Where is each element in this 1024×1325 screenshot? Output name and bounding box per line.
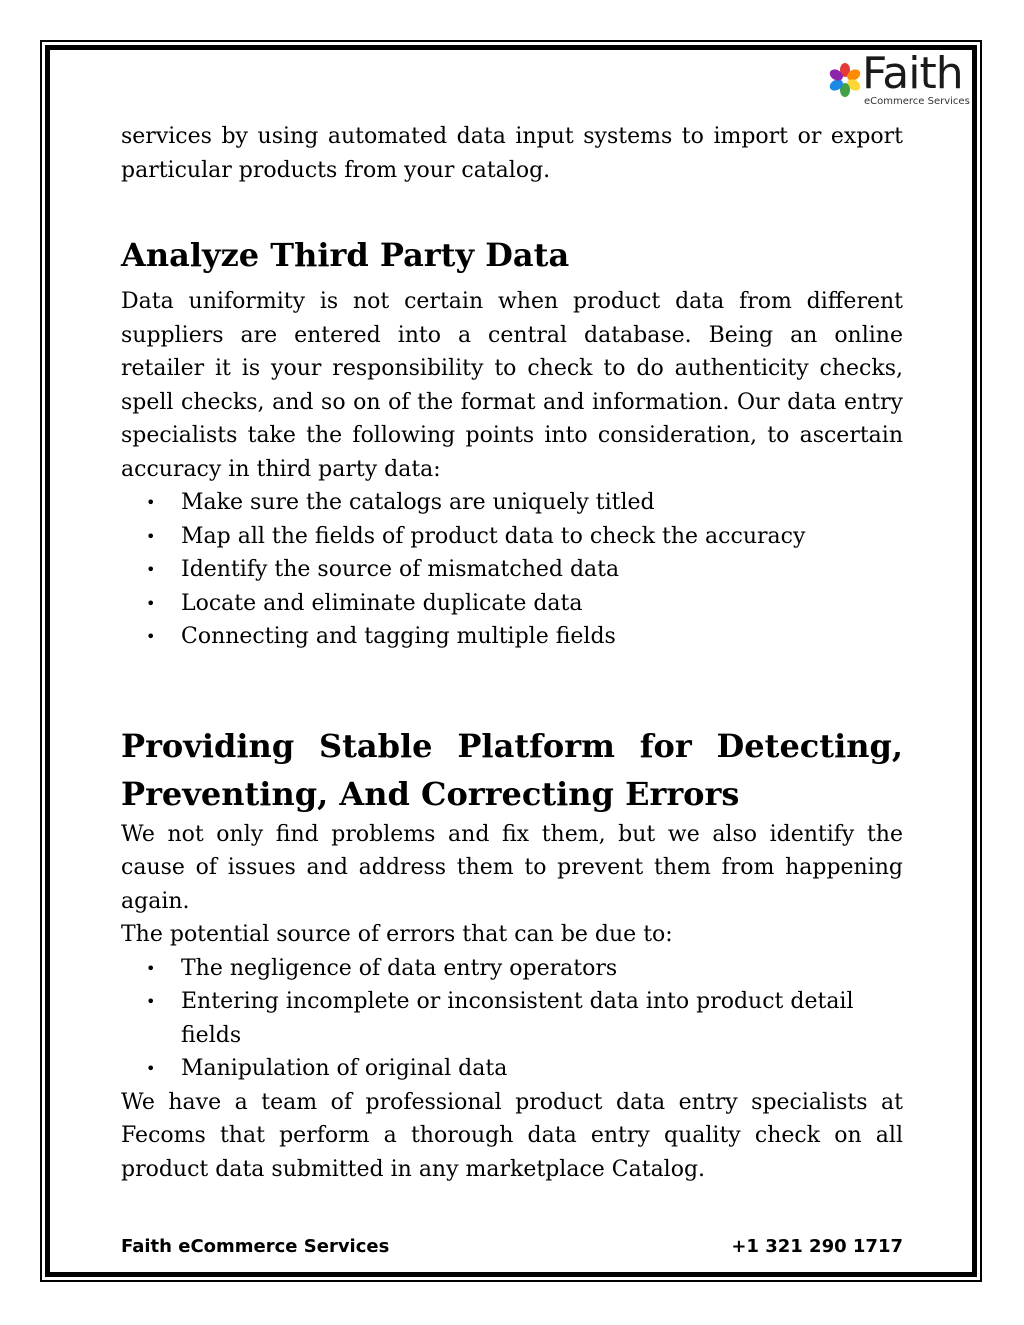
closing-paragraph: We have a team of professional product data entry specialists at Fecoms that perform a thorough data entry quality check on all product data submitted in any marketplace Catalog. — [121, 1089, 903, 1182]
footer-phone-number: +1 321 290 1717 — [731, 1236, 903, 1257]
errors-bullet-list — [121, 952, 903, 1086]
footer-company-name: Faith eCommerce Services — [121, 1236, 390, 1257]
list-item: • Locate and eliminate duplicate data — [121, 587, 903, 621]
section-heading-stable-platform: Providing Stable Platform for Detecting, Preventing, And Correcting Errors — [121, 726, 903, 813]
document-body — [121, 120, 903, 1186]
list-item: • Identify the source of mismatched data — [121, 553, 903, 587]
company-logo — [828, 48, 973, 110]
section-heading-analyze: Analyze Third Party Data — [121, 236, 570, 274]
intro-paragraph: services by using automated data input systems to import or export particular products from your catalog. — [121, 124, 903, 183]
section-paragraph-analyze: Data uniformity is not certain when product data from different suppliers are entered into a central database. Being an online retailer it is your responsibility to check to do authenticity checks, spell checks, and so on of the format and information. Our data entry specialists take the following points into consideration, to ascertain accuracy in third party data: — [121, 289, 903, 482]
logo-wordmark: Faith — [862, 48, 963, 99]
section-paragraph-stable-2: The potential source of errors that can be due to: — [121, 922, 673, 947]
list-item: • Manipulation of original data — [121, 1052, 903, 1086]
section-paragraph-stable-1: We not only find problems and fix them, but we also identify the cause of issues and address them to prevent them from happening again. — [121, 821, 903, 914]
list-item: • Map all the fields of product data to check the accuracy — [121, 520, 903, 554]
analyze-bullet-list — [121, 486, 903, 654]
list-item: • Make sure the catalogs are uniquely titled — [121, 486, 903, 520]
flower-logo-icon — [828, 60, 862, 100]
list-item: • Entering incomplete or inconsistent data into product detail fields — [121, 985, 903, 1052]
logo-subtitle: eCommerce Services — [864, 96, 970, 107]
list-item: • The negligence of data entry operators — [121, 952, 903, 986]
list-item: • Connecting and tagging multiple fields — [121, 620, 903, 654]
